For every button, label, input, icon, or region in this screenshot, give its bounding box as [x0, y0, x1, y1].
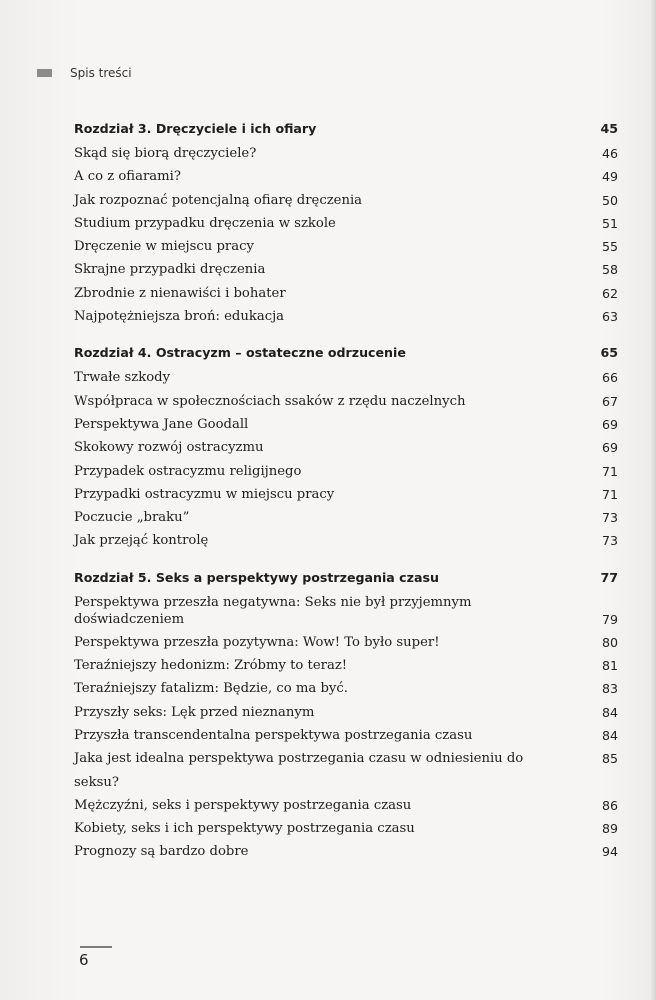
entry-title: Kobiety, seks i ich perspektywy postrzegania czasu	[74, 821, 415, 837]
entry-page-number: 81	[601, 658, 618, 674]
entry-title: Jak rozpoznać potencjalną ofiarę dręczenia	[74, 192, 363, 208]
entry-title: Przypadki ostracyzmu w miejscu pracy	[74, 486, 335, 502]
toc-entry	[74, 212, 618, 235]
entry-page-number: 67	[601, 393, 618, 409]
toc-entry	[74, 817, 618, 840]
chapter-page-number: 77	[600, 569, 618, 585]
toc-entry	[74, 258, 618, 281]
entry-title: Poczucie „braku”	[74, 510, 190, 526]
entry-page-number: 50	[601, 192, 618, 208]
entry-title: Przyszła transcendentalna perspektywa postrzegania czasu	[74, 727, 473, 743]
entry-title: Skrajne przypadki dręczenia	[74, 262, 266, 278]
entry-title: Perspektywa Jane Goodall	[74, 416, 249, 432]
entry-page-number: 51	[601, 215, 618, 231]
toc-entry	[74, 366, 618, 389]
chapter-title: Rozdział 3. Dręczyciele i ich ofiary	[74, 121, 317, 136]
toc-entry	[74, 506, 618, 529]
entry-page-number: 94	[601, 844, 618, 860]
entry-page-number: 63	[601, 309, 618, 325]
chapter-heading	[74, 118, 618, 140]
entry-title: Przyszły seks: Lęk przed nieznanym	[74, 704, 315, 720]
entry-title: A co z ofiarami?	[74, 169, 181, 185]
chapter-4	[74, 342, 618, 552]
entry-page-number: 69	[601, 440, 618, 456]
entry-title: Współpraca w społecznościach ssaków z rzędu naczelnych	[74, 393, 466, 409]
toc-entry	[74, 677, 618, 700]
entry-page-number: 55	[601, 239, 618, 255]
entry-title: Przypadek ostracyzmu religijnego	[74, 463, 302, 479]
toc-entry	[74, 282, 618, 305]
entry-title: Skąd się biorą dręczyciele?	[74, 146, 257, 161]
toc-entry	[74, 654, 618, 677]
entry-title: Najpotężniejsza broń: edukacja	[74, 309, 285, 325]
toc-entry	[74, 840, 618, 863]
entry-title: Teraźniejszy fatalizm: Będzie, co ma być.	[74, 681, 348, 697]
page-edge-shadow	[650, 0, 656, 1000]
entry-page-number: 85	[601, 751, 618, 767]
entry-page-number: 73	[601, 510, 618, 526]
entry-page-number: 66	[601, 370, 618, 386]
entry-page-number: 86	[601, 797, 618, 813]
chapter-heading	[74, 567, 618, 589]
chapter-page-number: 45	[600, 121, 618, 136]
chapter-title: Rozdział 5. Seks a perspektywy postrzegania czasu	[74, 569, 439, 585]
entry-page-number: 73	[601, 533, 618, 549]
toc-entry	[74, 794, 618, 817]
toc-entry	[74, 189, 618, 212]
entry-page-number: 80	[601, 634, 618, 650]
entry-title: Trwałe szkody	[74, 370, 171, 386]
entry-title: Dręczenie w miejscu pracy	[74, 239, 254, 255]
entry-page-number: 58	[601, 262, 618, 278]
toc-entry	[74, 165, 618, 188]
entry-title: Studium przypadku dręczenia w szkole	[74, 215, 336, 231]
page-number: 6	[79, 951, 89, 969]
entry-page-number: 71	[601, 486, 618, 502]
entry-page-number: 62	[601, 285, 618, 301]
gray-square-icon	[37, 69, 52, 77]
entry-page-number: 79	[601, 611, 618, 627]
footer-rule	[80, 946, 112, 948]
entry-page-number: 89	[601, 821, 618, 837]
entry-title: Jaka jest idealna perspektywa postrzegania czasu w odniesieniu do seksu?	[74, 751, 524, 790]
chapter-5	[74, 567, 618, 864]
running-title: Spis treści	[70, 66, 132, 80]
toc-entry	[74, 390, 618, 413]
entry-title: Jak przejąć kontrolę	[74, 533, 209, 549]
toc-entry	[74, 436, 618, 459]
toc-entry	[74, 591, 618, 631]
entry-title: Zbrodnie z nienawiści i bohater	[74, 285, 286, 301]
toc-entry	[74, 305, 618, 328]
chapter-heading	[74, 342, 618, 364]
entry-page-number: 49	[601, 169, 618, 185]
toc-entry	[74, 483, 618, 506]
entry-title: Perspektywa przeszła negatywna: Seks nie był przyjemnym doświadczeniem	[74, 594, 472, 627]
entry-page-number: 84	[601, 727, 618, 743]
toc-entry	[74, 529, 618, 552]
running-head	[37, 64, 132, 82]
toc-entry	[74, 747, 618, 794]
entry-title: Mężczyźni, seks i perspektywy postrzegania czasu	[74, 797, 412, 813]
toc-entry	[74, 460, 618, 483]
chapter-title: Rozdział 4. Ostracyzm – ostateczne odrzucenie	[74, 345, 406, 361]
entry-title: Prognozy są bardzo dobre	[74, 844, 249, 860]
toc-entry	[74, 631, 618, 654]
toc-entry	[74, 724, 618, 747]
toc-entry	[74, 142, 618, 165]
chapter-3	[74, 118, 618, 328]
toc-entry	[74, 413, 618, 436]
entry-title: Teraźniejszy hedonizm: Zróbmy to teraz!	[74, 658, 348, 674]
entry-page-number: 69	[601, 416, 618, 432]
entry-title: Skokowy rozwój ostracyzmu	[74, 440, 264, 456]
entry-page-number: 46	[601, 146, 618, 161]
toc-entry	[74, 701, 618, 724]
table-of-contents	[74, 118, 618, 878]
entry-page-number: 83	[601, 681, 618, 697]
chapter-page-number: 65	[600, 345, 618, 361]
toc-entry	[74, 235, 618, 258]
entry-title: Perspektywa przeszła pozytywna: Wow! To było super!	[74, 634, 440, 650]
entry-page-number: 71	[601, 463, 618, 479]
entry-page-number: 84	[601, 704, 618, 720]
